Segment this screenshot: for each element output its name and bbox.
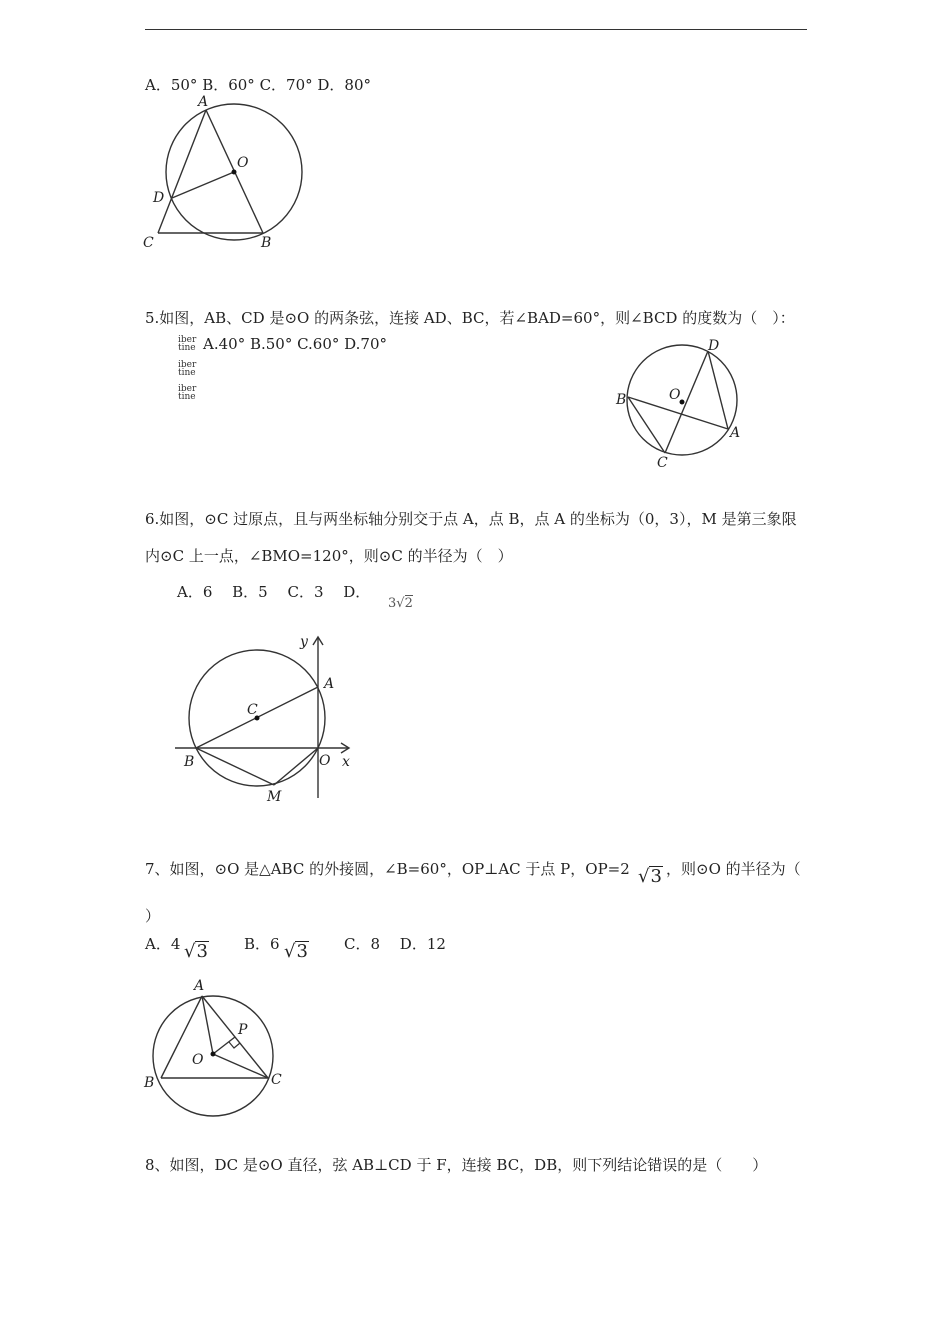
q5-tiny-mark-3 (178, 385, 196, 401)
q6-stem-line1: 6.如图，⊙C 过原点，且与两坐标轴分别交于点 A，点 B，点 A 的坐标为（0，3），M 是第三象限 (145, 510, 797, 528)
q4-segment-do (172, 172, 234, 198)
q5-tiny-bottom: tine (178, 343, 196, 353)
q6-option-d-rad: 2 (404, 596, 413, 611)
q7-option-a: A．4 (145, 935, 181, 953)
q5-tiny-mark-1 (178, 336, 196, 352)
q5-tiny-bottom-2: tine (178, 368, 196, 378)
q7-stem-part2: ，则⊙O 的半径为（ (666, 860, 801, 878)
q6-label-c: C (247, 702, 258, 718)
q7-option-a-sqrt: √3 (184, 941, 208, 962)
q5-segment-da (708, 351, 728, 429)
q6-option-d-coef: 3 (388, 596, 397, 611)
q7-label-p: P (238, 1022, 248, 1038)
q7-segment-oc (213, 1054, 268, 1078)
q7-label-b: B (144, 1075, 155, 1091)
q5-figure (610, 335, 760, 475)
q7-option-b-rad: 3 (296, 941, 308, 962)
q7-center-dot (211, 1052, 216, 1057)
q5-label-a: A (730, 425, 741, 441)
q4-label-c: C (143, 235, 154, 251)
q4-options: A．50° B．60° C．70° D．80° (145, 76, 372, 94)
q7-option-b-sqrt: √3 (284, 941, 308, 962)
q6-stem-line2: 内⊙C 上一点，∠BMO=120°，则⊙C 的半径为（ ） (145, 547, 513, 565)
q5-tiny-top: iber (178, 335, 197, 345)
q5-tiny-bottom-3: tine (178, 392, 196, 402)
q5-label-d: D (708, 338, 720, 354)
q7-option-b: B．6 (244, 935, 280, 953)
q6-option-d-value: 3√2 (388, 596, 413, 611)
q5-options: A.40° B.50° C.60° D.70° (203, 335, 388, 353)
q6-options: A．6 B．5 C．3 D． (177, 583, 371, 601)
q7-right-angle-mark (229, 1042, 240, 1048)
q5-label-o: O (669, 387, 681, 403)
q7-stem-sqrt: √3 (638, 866, 662, 887)
q7-label-o: O (192, 1052, 204, 1068)
q7-stem-close: ） (145, 907, 161, 925)
q6-figure (170, 630, 370, 810)
q6-label-b: B (184, 754, 195, 770)
q5-tiny-top-2: iber (178, 360, 197, 370)
header-rule (145, 29, 807, 30)
q7-segment-ao (202, 996, 213, 1054)
q4-label-o: O (237, 155, 249, 171)
q4-label-b: B (261, 235, 272, 251)
q8-stem: 8、如图，DC 是⊙O 直径，弦 AB⊥CD 于 F，连接 BC，DB，则下列结论错误的是（ ） (145, 1156, 768, 1174)
q4-figure (140, 92, 320, 257)
q6-label-a: A (324, 676, 335, 692)
q7-option-cd: C．8 D．12 (344, 935, 446, 953)
q5-tiny-mark-2 (178, 361, 196, 377)
q5-tiny-top-3: iber (178, 384, 197, 394)
q6-segment-mo (274, 748, 318, 785)
q4-label-a: A (198, 94, 209, 110)
q6-label-y: y (300, 634, 308, 650)
q5-label-c: C (657, 455, 668, 471)
q7-stem-part1: 7、如图，⊙O 是△ABC 的外接圆，∠B=60°，OP⊥AC 于点 P，OP=2 (145, 860, 630, 878)
q6-label-x: x (342, 754, 350, 770)
q5-label-b: B (616, 392, 627, 408)
q6-label-m: M (267, 789, 282, 805)
q7-label-a: A (194, 978, 205, 994)
q4-center-dot (232, 170, 237, 175)
q4-label-d: D (153, 190, 165, 206)
q7-option-a-rad: 3 (196, 941, 208, 962)
q6-segment-bm (196, 748, 274, 785)
q6-label-o: O (319, 753, 331, 769)
q5-stem: 5.如图，AB、CD 是⊙O 的两条弦，连接 AD、BC，若∠BAD=60°，则∠BCD 的度数为（ ）： (145, 309, 795, 327)
q7-stem-rad: 3 (650, 866, 662, 887)
q7-label-c: C (271, 1072, 282, 1088)
q7-figure (140, 972, 300, 1122)
